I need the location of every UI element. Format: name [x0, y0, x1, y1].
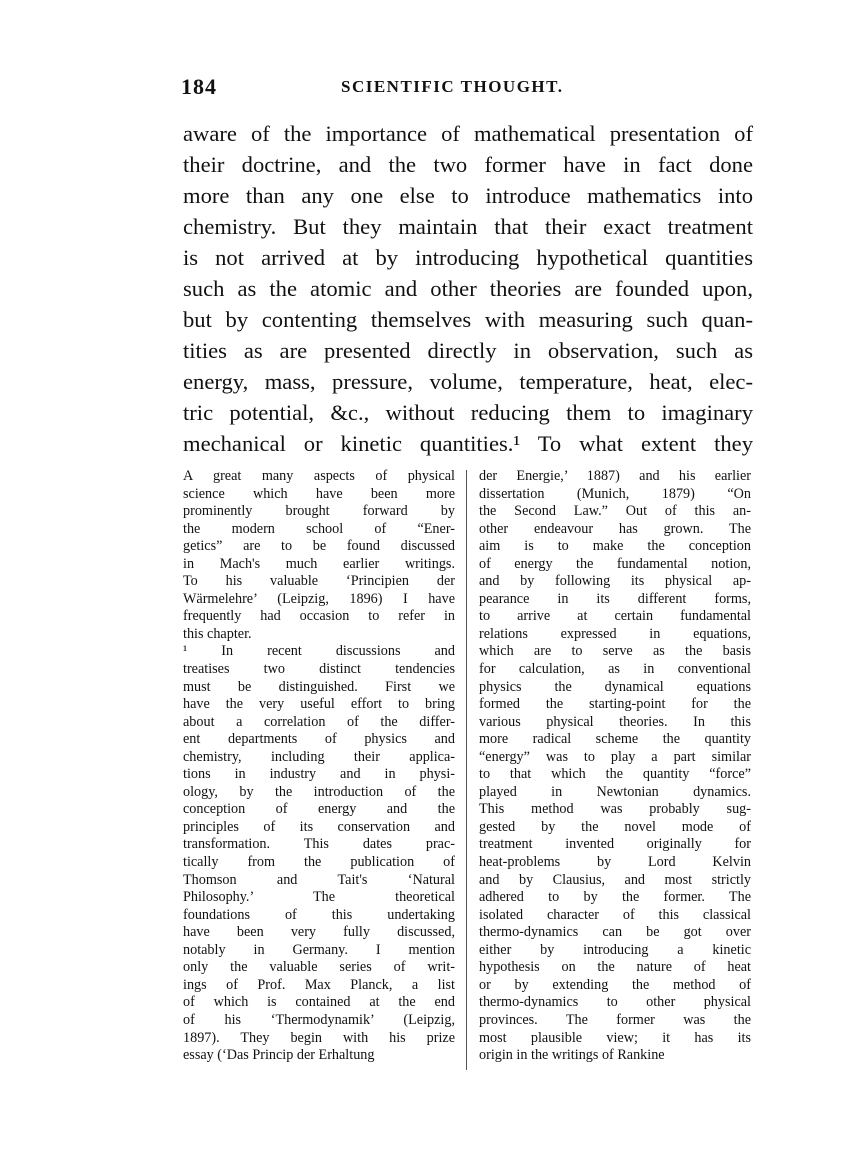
page-number: 184: [181, 74, 217, 99]
footnotes-left-column: [183, 468, 455, 1065]
footnote-line: in Mach's much earlier writings.: [183, 555, 455, 572]
body-text-line: energy, mass, pressure, volume, temperature, heat, elec-: [183, 369, 753, 394]
footnote-line: transformation. This dates prac-: [183, 836, 455, 853]
footnote-line: origin in the writings of Rankine: [479, 1047, 665, 1064]
footnote-line: treatises two distinct tendencies: [183, 661, 455, 678]
footnote-line: getics” are to be found discussed: [183, 538, 455, 555]
footnote-line: This method was probably sug-: [479, 801, 751, 818]
footnote-line: gested by the novel mode of: [479, 818, 751, 835]
footnote-line: ent departments of physics and: [183, 731, 455, 748]
footnote-line: other endeavour has grown. The: [479, 520, 751, 537]
footnote-line: chemistry, including their applica-: [183, 748, 455, 765]
footnote-line: various physical theories. In this: [479, 713, 751, 730]
footnote-line: “energy” was to play a part similar: [479, 748, 751, 765]
footnote-line: which are to serve as the basis: [479, 643, 751, 660]
footnote-line: adhered to by the former. The: [479, 889, 751, 906]
footnote-line: ings of Prof. Max Planck, a list: [183, 976, 455, 993]
footnote-line: about a correlation of the differ-: [183, 713, 455, 730]
footnote-line: or by extending the method of: [479, 976, 751, 993]
footnote-line: this chapter.: [183, 625, 252, 642]
footnote-line: have been very fully discussed,: [183, 924, 455, 941]
footnote-line: thermo-dynamics can be got over: [479, 924, 751, 941]
footnote-line: only the valuable series of writ-: [183, 959, 455, 976]
body-text-line: chemistry. But they maintain that their exact treatment: [183, 214, 753, 239]
footnote-line: to arrive at certain fundamental: [479, 608, 751, 625]
body-text-line: mechanical or kinetic quantities.¹ To what extent they: [183, 431, 753, 456]
footnote-line: of which is contained at the end: [183, 994, 455, 1011]
footnote-line: have the very useful effort to bring: [183, 696, 455, 713]
footnote-line: the modern school of “Ener-: [183, 520, 455, 537]
footnote-line: the Second Law.” Out of this an-: [479, 503, 751, 520]
footnotes-right-column: [479, 468, 751, 1065]
footnote-line: and by Clausius, and most strictly: [479, 871, 751, 888]
footnote-line: tically from the publication of: [183, 854, 455, 871]
footnote-line: 1897). They begin with his prize: [183, 1029, 455, 1046]
footnote-line: thermo-dynamics to other physical: [479, 994, 751, 1011]
body-text-line: but by contenting themselves with measuring such quan-: [183, 307, 753, 332]
footnote-line: ¹ In recent discussions and: [183, 643, 455, 660]
footnote-line: science which have been more: [183, 485, 455, 502]
footnote-line: dissertation (Munich, 1879) “On: [479, 485, 751, 502]
footnote-line: isolated character of this classical: [479, 906, 751, 923]
footnote-line: pearance in its different forms,: [479, 590, 751, 607]
footnote-line: tions in industry and in physi-: [183, 766, 455, 783]
main-body-text: [183, 118, 753, 459]
footnote-line: physics the dynamical equations: [479, 678, 751, 695]
footnote-line: most plausible view; it has its: [479, 1029, 751, 1046]
body-text-line: more than any one else to introduce mathematics into: [183, 183, 753, 208]
footnote-line: provinces. The former was the: [479, 1011, 751, 1028]
running-title: SCIENTIFIC THOUGHT.: [341, 77, 564, 96]
body-text-line: aware of the importance of mathematical presentation of: [183, 121, 753, 146]
footnote-line: and by following its physical ap-: [479, 573, 751, 590]
footnote-line: der Energie,’ 1887) and his earlier: [479, 468, 751, 484]
footnote-line: more radical scheme the quantity: [479, 731, 751, 748]
page-header: [181, 74, 753, 100]
footnote-line: must be distinguished. First we: [183, 678, 455, 695]
body-text-line: tities as are presented directly in observation, such as: [183, 338, 753, 363]
footnote-line: of energy the fundamental notion,: [479, 555, 751, 572]
footnote-line: To his valuable ‘Principien der: [183, 573, 455, 590]
body-text-line: tric potential, &c., without reducing them to imaginary: [183, 400, 753, 425]
footnote-line: played in Newtonian dynamics.: [479, 783, 751, 800]
footnote-line: principles of its conservation and: [183, 818, 455, 835]
footnote-line: foundations of this undertaking: [183, 906, 455, 923]
footnote-line: of his ‘Thermodynamik’ (Leipzig,: [183, 1011, 455, 1028]
footnote-line: frequently had occasion to refer in: [183, 608, 455, 625]
body-text-line: is not arrived at by introducing hypothetical quantities: [183, 245, 753, 270]
footnote-line: Wärmelehre’ (Leipzig, 1896) I have: [183, 590, 455, 607]
footnote-line: A great many aspects of physical: [183, 468, 455, 484]
footnote-line: either by introducing a kinetic: [479, 941, 751, 958]
body-text-line: such as the atomic and other theories are founded upon,: [183, 276, 753, 301]
footnote-line: Thomson and Tait's ‘Natural: [183, 871, 455, 888]
footnote-line: aim is to make the conception: [479, 538, 751, 555]
footnote-line: notably in Germany. I mention: [183, 941, 455, 958]
body-text-line: their doctrine, and the two former have in fact done: [183, 152, 753, 177]
footnote-line: formed the starting-point for the: [479, 696, 751, 713]
footnote-line: to that which the quantity “force”: [479, 766, 751, 783]
footnote-line: relations expressed in equations,: [479, 625, 751, 642]
footnote-line: conception of energy and the: [183, 801, 455, 818]
column-divider: [466, 470, 467, 1070]
footnote-line: heat-problems by Lord Kelvin: [479, 854, 751, 871]
footnote-line: prominently brought forward by: [183, 503, 455, 520]
footnote-line: treatment invented originally for: [479, 836, 751, 853]
footnote-line: for calculation, as in conventional: [479, 661, 751, 678]
footnote-line: hypothesis on the nature of heat: [479, 959, 751, 976]
footnote-line: ology, by the introduction of the: [183, 783, 455, 800]
footnote-line: essay (‘Das Princip der Erhaltung: [183, 1047, 375, 1064]
footnote-line: Philosophy.’ The theoretical: [183, 889, 455, 906]
